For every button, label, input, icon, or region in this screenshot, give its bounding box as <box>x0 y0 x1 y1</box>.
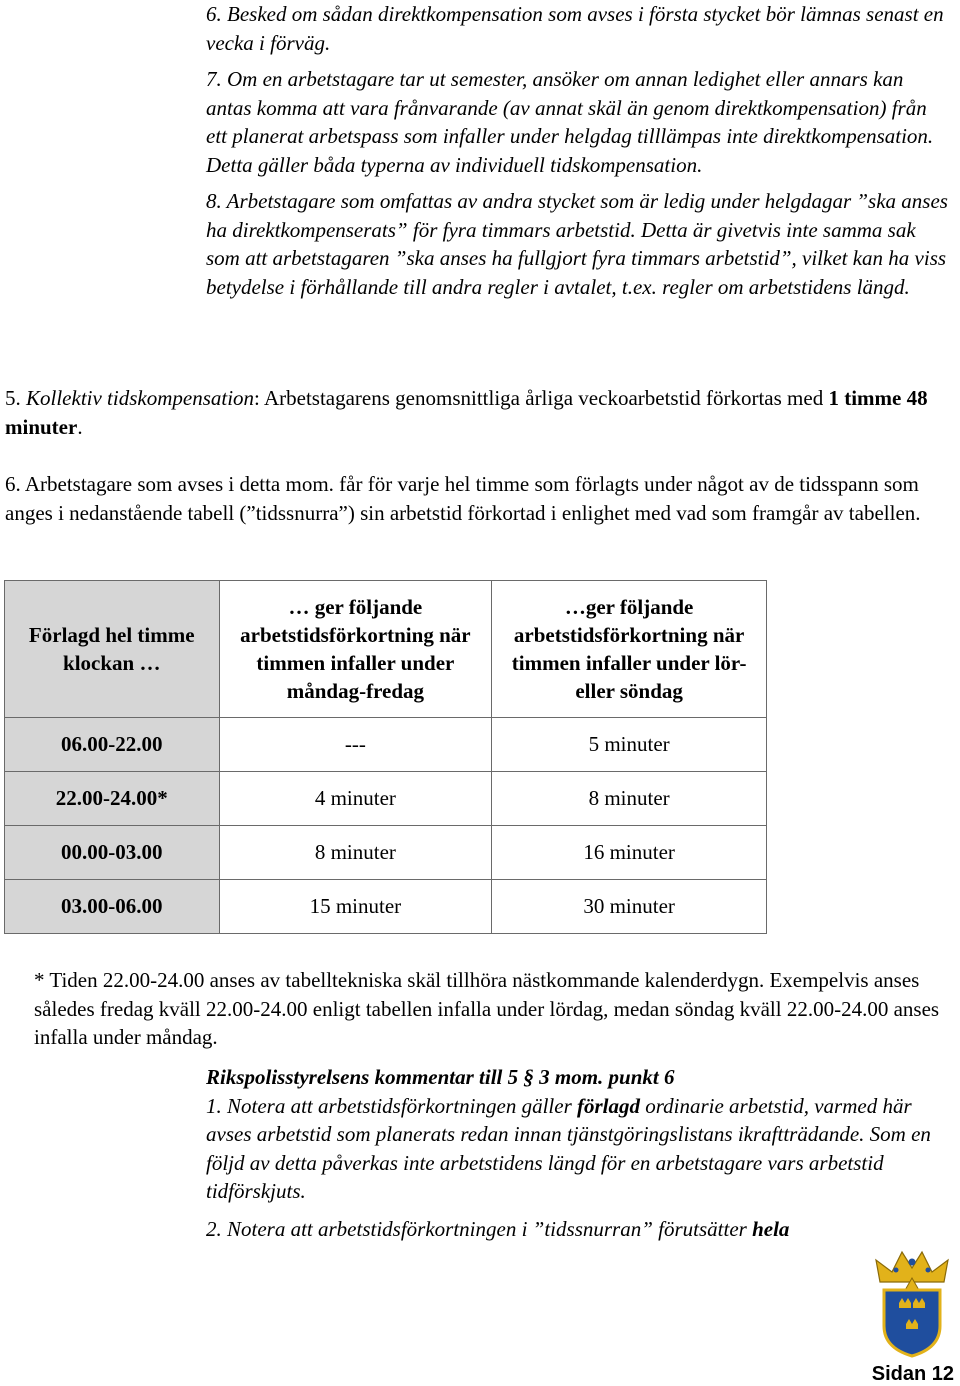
table-cell: 16 minuter <box>492 826 767 880</box>
table-header-row <box>5 581 767 718</box>
table-cell: 15 minuter <box>219 880 492 934</box>
table-cell: 8 minuter <box>492 772 767 826</box>
commentary-heading: Rikspolisstyrelsens kommentar till 5 § 3 mom. punkt 6 <box>206 1065 675 1089</box>
point-1-text-end: ordinarie arbetstid, varmed här avses arbetstid som planerats redan innan tjänstgöringslistans ikraftträdande. Som en följd av detta påverkas inte arbetstidens längd för en arbetstagare vars arbetstid tidförskjuts. <box>206 1093 931 1203</box>
table-cell-time: 22.00-24.00* <box>5 772 220 826</box>
table-header-cell: … ger följande arbetstidsförkortning när timmen infaller under måndag-fredag <box>219 581 492 718</box>
point-1-emphasis: förlagd <box>577 1093 640 1118</box>
table-row <box>5 880 767 934</box>
section-6-paragraph: 6. Arbetstagare som avses i detta mom. får för varje hel timme som förlagts under något av de tidsspann som anges i nedanstående tabell (”tidssnurra”) sin arbetstid förkortad i enlighet med vad som framgår av tabellen. <box>5 472 921 525</box>
table-cell: --- <box>219 718 492 772</box>
section-5-amount: 1 timme 48 minuter <box>5 386 928 439</box>
table-cell-time: 06.00-22.00 <box>5 718 220 772</box>
table-row <box>5 826 767 880</box>
section-5 <box>5 384 955 441</box>
paragraph-6: 6. Besked om sådan direktkompensation som avses i första stycket bör lämnas senast en vecka i förväg. <box>206 2 944 55</box>
section-5-text: : Arbetstagarens genomsnittliga årliga veckoarbetstid förkortas med <box>254 386 829 410</box>
paragraph-8: 8. Arbetstagare som omfattas av andra stycket som är ledig under helgdagar ”ska anses ha direktkompenserats” för fyra timmars arbetstid. Detta är givetvis inte samma sak som att arbetstagaren ”ska anses ha fullgjort fyra timmars arbetstid”, vilket kan ha viss betydelse i förhållande till andra regler i avtalet, t.ex. regler om arbetstidens längd. <box>206 189 948 299</box>
paragraph-7: 7. Om en arbetstagare tar ut semester, ansöker om annan ledighet eller annars kan antas komma att vara frånvarande (av annat skäl än genom direktkompensation) från ett planerat arbetspass som infaller under helgdag tilllämpas inte direktkompensation. Detta gäller båda typerna av individuell tidskompensation. <box>206 67 934 177</box>
table-cell: 30 minuter <box>492 880 767 934</box>
table-footnote <box>34 966 956 1052</box>
table-cell: 4 minuter <box>219 772 492 826</box>
table-cell: 8 minuter <box>219 826 492 880</box>
page-number: Sidan 12 <box>871 1363 954 1385</box>
point-1-text: 1. Notera att arbetstidsförkortningen gäller <box>206 1093 577 1118</box>
table-cell-time: 03.00-06.00 <box>5 880 220 934</box>
section-5-number: 5. <box>5 386 26 410</box>
commentary-top <box>206 0 951 301</box>
police-crest-icon <box>868 1248 956 1358</box>
point-2-emphasis: hela <box>752 1216 790 1241</box>
point-2-text: 2. Notera att arbetstidsförkortningen i ”tidssnurran” förutsätter <box>206 1216 753 1241</box>
table-row <box>5 772 767 826</box>
commentary-point-1 <box>206 1092 951 1206</box>
section-5-label: Kollektiv tidskompensation <box>26 386 255 410</box>
commentary-bottom <box>206 1063 951 1243</box>
section-5-paragraph <box>5 384 955 441</box>
commentary-point-2 <box>206 1215 951 1244</box>
table-cell-time: 00.00-03.00 <box>5 826 220 880</box>
table-cell: 5 minuter <box>492 718 767 772</box>
table-header-cell: Förlagd hel timme klockan … <box>5 581 220 718</box>
section-5-end: . <box>77 414 83 439</box>
footnote-text: * Tiden 22.00-24.00 anses av tabelltekniska skäl tillhöra nästkommande kalenderdygn. Exempelvis anses således fredag kväll 22.00-24.00 enligt tabellen infalla under lördag, medan söndag kväll 22.00-24.00 anses infalla under måndag. <box>34 968 940 1049</box>
section-6 <box>5 470 955 527</box>
reduction-table <box>4 580 767 934</box>
table-header-cell: …ger följande arbetstidsförkortning när timmen infaller under lör- eller söndag <box>492 581 767 718</box>
table-row <box>5 718 767 772</box>
